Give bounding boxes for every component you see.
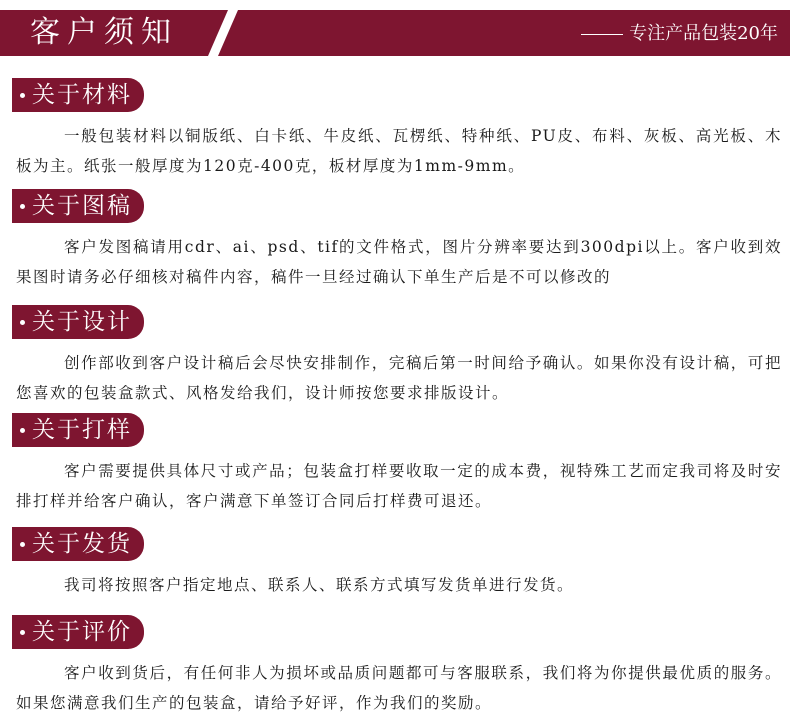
section-heading <box>12 305 144 339</box>
bullet-dot <box>20 428 25 433</box>
subtitle-text: 专注产品包装20年 <box>629 23 778 44</box>
section-heading-label: 关于材料 <box>32 82 132 108</box>
section-body: 创作部收到客户设计稿后会尽快安排制作，完稿后第一时间给予确认。如果你没有设计稿，可把您喜欢的包装盒款式、风格发给我们，设计师按您要求排版设计。 <box>16 354 782 402</box>
section-heading <box>12 615 144 649</box>
section-body: 一般包装材料以铜版纸、白卡纸、牛皮纸、瓦楞纸、特种纸、PU皮、布料、灰板、高光板、木板为主。纸张一般厚度为120克-400克，板材厚度为1mm-9mm。 <box>16 127 782 175</box>
section-heading <box>12 78 144 112</box>
page-subtitle <box>581 21 778 47</box>
section-heading <box>12 527 144 561</box>
section-heading-label: 关于图稿 <box>32 193 132 219</box>
bullet-dot <box>20 93 25 98</box>
subtitle-dash <box>581 34 623 35</box>
section-body: 客户收到货后，有任何非人为损坏或品质问题都可与客服联系，我们将为你提供最优质的服务。如果您满意我们生产的包装盒，请给予好评，作为我们的奖励。 <box>16 664 782 712</box>
page-title: 客户须知 <box>30 15 178 50</box>
section-heading-label: 关于设计 <box>32 309 132 335</box>
section-heading-label: 关于发货 <box>32 531 132 557</box>
section-body: 客户需要提供具体尺寸或产品；包装盒打样要收取一定的成本费，视特殊工艺而定我司将及时安排打样并给客户确认，客户满意下单签订合同后打样费可退还。 <box>16 462 782 510</box>
section-heading-label: 关于评价 <box>32 619 132 645</box>
section-body: 我司将按照客户指定地点、联系人、联系方式填写发货单进行发货。 <box>64 576 575 594</box>
bullet-dot <box>20 320 25 325</box>
section-heading <box>12 413 144 447</box>
section-body: 客户发图稿请用cdr、ai、psd、tif的文件格式，图片分辨率要达到300dpi以上。客户收到效果图时请务必仔细核对稿件内容，稿件一旦经过确认下单生产后是不可以修改的 <box>16 238 782 286</box>
section-heading <box>12 189 144 223</box>
header-banner <box>0 10 790 56</box>
bullet-dot <box>20 204 25 209</box>
bullet-dot <box>20 630 25 635</box>
section-heading-label: 关于打样 <box>32 417 132 443</box>
bullet-dot <box>20 542 25 547</box>
